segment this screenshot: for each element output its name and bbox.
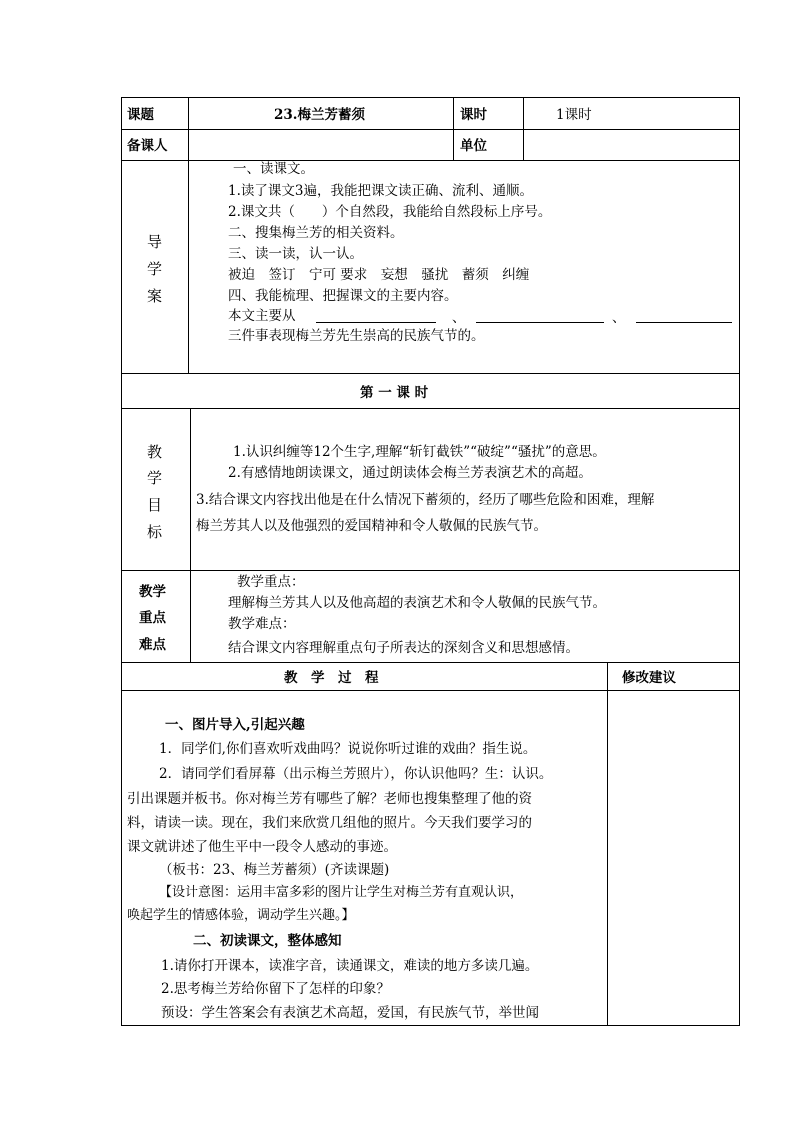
design-note: 【设计意图：运用丰富多彩的图片让学生对梅兰芳有直观认识， (159, 885, 524, 900)
guide-side-label: 学 (147, 260, 163, 278)
guide-line: 本文主要从 (228, 308, 296, 324)
objective-line: 2.有感情地朗读课文，通过朗读体会梅兰芳表演艺术的高超。 (228, 465, 592, 481)
topic-value: 23.梅兰芳蓄须 (274, 107, 365, 123)
board-note: （板书：23、梅兰芳蓄须）(齐读课题) (159, 862, 390, 878)
objective-line: 3.结合课文内容找出他是在什么情况下蓄须的，经历了哪些危险和困难，理解 (196, 492, 655, 508)
keypoints-side-label: 教学 (139, 584, 166, 600)
keypoint-line: 结合课文内容理解重点句子所表达的深刻含义和思想感情。 (228, 640, 579, 656)
guide-line: 、 (452, 310, 466, 326)
period-value: 1课时 (556, 107, 592, 123)
divider (121, 373, 740, 374)
divider (121, 408, 740, 409)
process-paragraph: 课文就讲述了他生平中一段令人感动的事迹。 (127, 839, 397, 855)
objective-line: 1.认识纠缠等12个生字,理解“斩钉截铁”“破绽”“骚扰”的意思。 (233, 444, 606, 460)
objectives-side-label: 教 (147, 443, 163, 461)
guide-line: 、 (612, 310, 626, 326)
guide-side-label: 案 (147, 287, 163, 305)
divider (121, 662, 740, 663)
fill-blank (316, 322, 436, 323)
divider (188, 97, 189, 373)
divider (523, 97, 524, 160)
keypoints-side-label: 重点 (139, 610, 166, 626)
keypoint-line: 理解梅兰芳其人以及他高超的表演艺术和令人敬佩的民族气节。 (228, 595, 606, 611)
section-title: 一、图片导入,引起兴趣 (165, 717, 305, 733)
process-heading: 教 学 过 程 (284, 670, 379, 686)
process-paragraph: 1．同学们,你们喜欢听戏曲吗？说说你听过谁的戏曲？指生说。 (159, 741, 537, 757)
guide-line: 1.读了课文3遍，我能把课文读正确、流利、通顺。 (228, 183, 533, 199)
process-paragraph: 料，请读一读。现在，我们来欣赏几组他的照片。今天我们要学习的 (127, 815, 532, 831)
guide-line: 四、我能梳理、把握课文的主要内容。 (228, 288, 458, 304)
guide-line: 2.课文共（ ）个自然段，我能给自然段标上序号。 (228, 204, 552, 220)
guide-line: 被迫 签订 宁可 要求 妄想 骚扰 蓄须 纠缠 (228, 267, 530, 283)
design-note: 唤起学生的情感体验，调动学生兴趣。】 (127, 908, 355, 923)
unit-label: 单位 (460, 138, 487, 154)
fill-blank (476, 322, 604, 323)
topic-label: 课题 (127, 107, 154, 123)
fill-blank (636, 322, 732, 323)
guide-line: 一、读课文。 (233, 161, 314, 177)
process-paragraph: 引出课题并板书。你对梅兰芳有哪些了解？老师也搜集整理了他的资 (127, 791, 532, 807)
keypoint-line: 教学难点： (228, 616, 296, 632)
preparer-label: 备课人 (127, 138, 168, 154)
objective-line: 梅兰芳其人以及他强烈的爱国精神和令人敬佩的民族气节。 (196, 518, 547, 534)
guide-line: 三、读一读，认一认。 (228, 246, 363, 262)
process-paragraph: 2．请同学们看屏幕（出示梅兰芳照片），你认识他吗？生：认识。 (159, 766, 553, 782)
process-paragraph: 1.请你打开课本，读准字音，读通课文，难读的地方多读几遍。 (161, 958, 539, 974)
section-title: 二、初读课文，整体感知 (193, 933, 342, 949)
lesson-heading: 第 一 课 时 (360, 385, 429, 401)
guide-line: 二、搜集梅兰芳的相关资料。 (228, 225, 404, 241)
divider (121, 690, 740, 691)
process-paragraph: 2.思考梅兰芳给你留下了怎样的印象？ (161, 981, 390, 997)
divider (121, 160, 740, 161)
objectives-side-label: 目 (147, 496, 163, 514)
process-paragraph: 预设：学生答案会有表演艺术高超，爱国，有民族气节，举世闻 (161, 1005, 539, 1021)
divider (190, 408, 191, 662)
divider (607, 662, 608, 1026)
revision-heading: 修改建议 (622, 670, 676, 686)
divider (121, 129, 740, 130)
objectives-side-label: 标 (147, 523, 163, 541)
divider (453, 97, 454, 160)
guide-side-label: 导 (147, 233, 163, 251)
divider (121, 570, 740, 571)
keypoints-side-label: 难点 (139, 637, 166, 653)
period-label: 课时 (460, 107, 487, 123)
objectives-side-label: 学 (147, 469, 163, 487)
keypoint-line: 教学重点： (237, 574, 305, 590)
guide-line: 三件事表现梅兰芳先生崇高的民族气节的。 (228, 328, 485, 344)
